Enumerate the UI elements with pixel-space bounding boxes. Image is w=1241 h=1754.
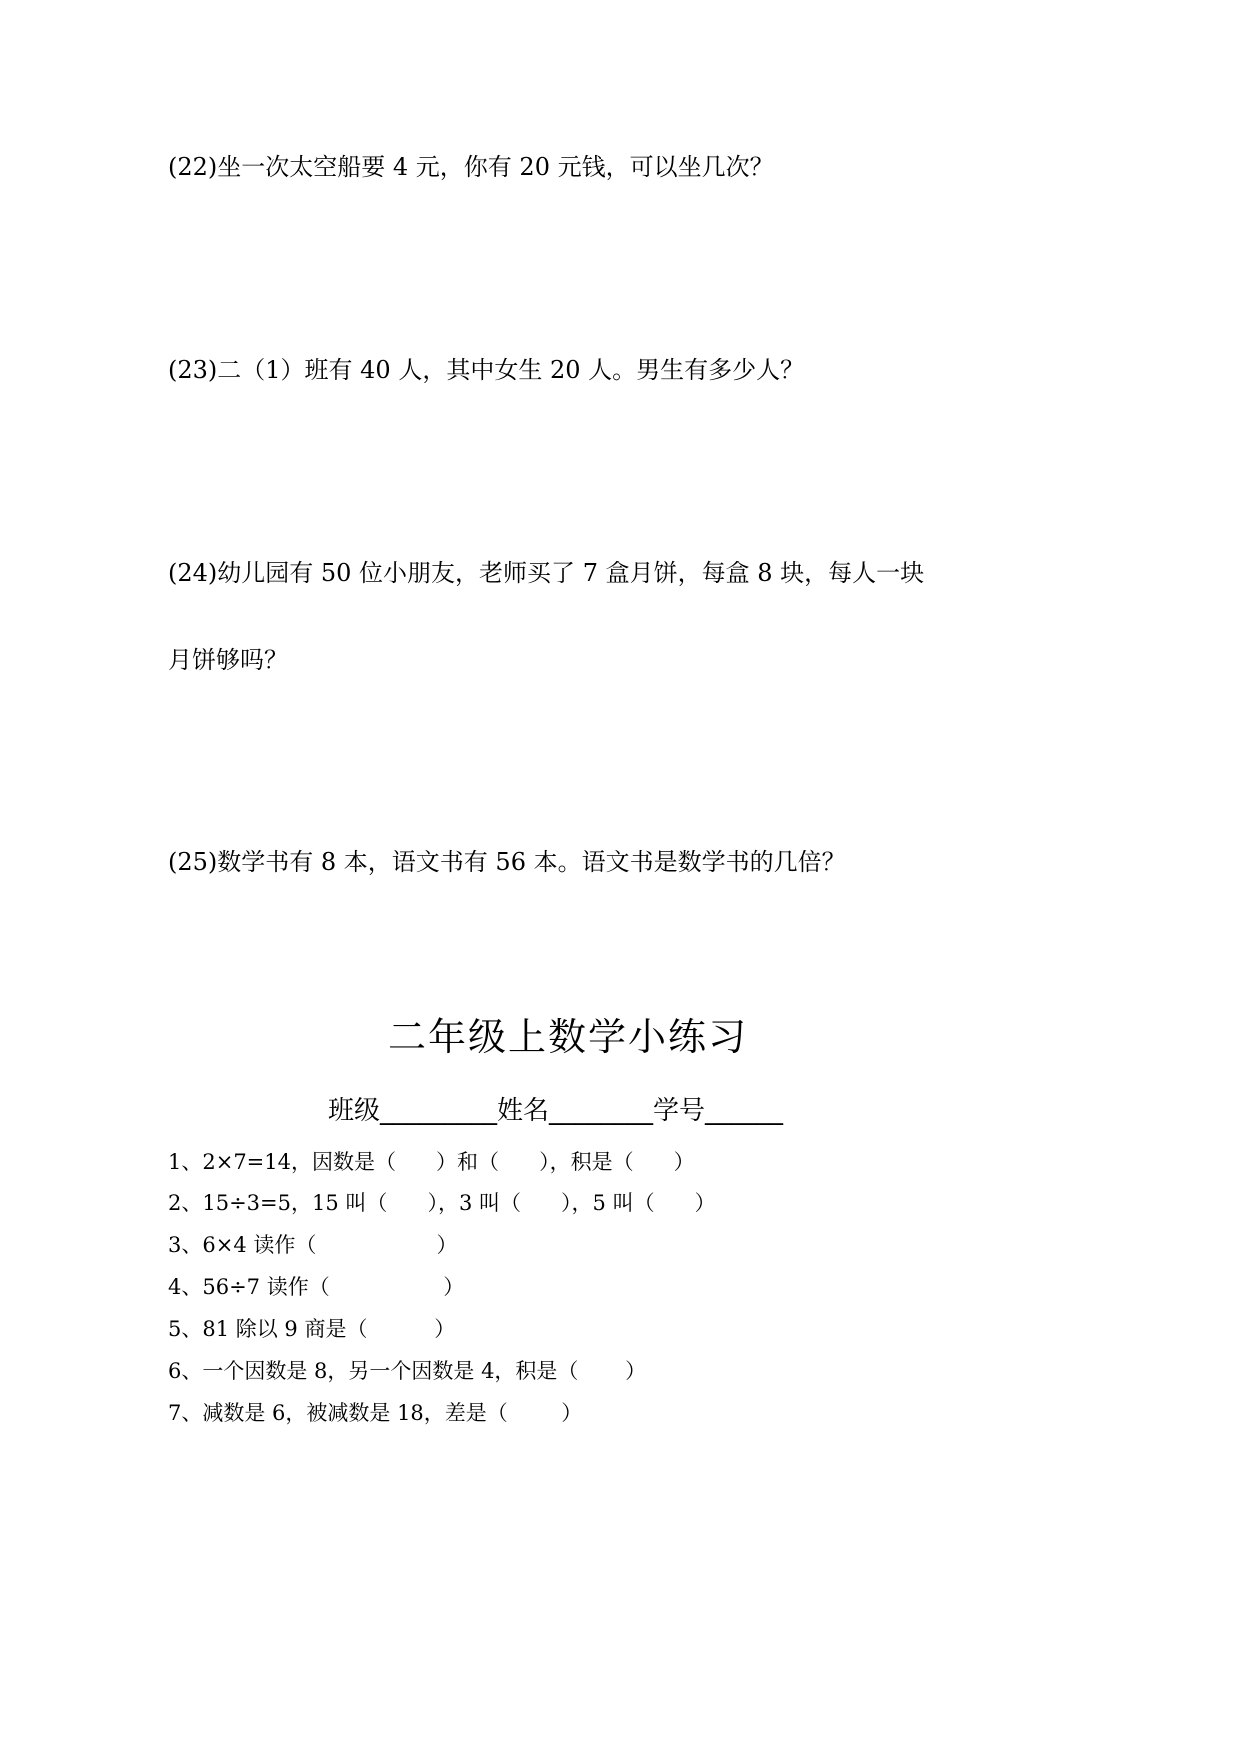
item-7: 7、减数是 6，被减数是 18，差是（ ） <box>168 1401 583 1425</box>
item-2: 2、15÷3=5，15 叫（ ），3 叫（ ），5 叫（ ） <box>168 1191 716 1215</box>
item-1: 1、2×7=14，因数是（ ）和（ ），积是（ ） <box>168 1150 695 1174</box>
worksheet-title: 二年级上数学小练习 <box>388 1015 749 1059</box>
problem-23: (23)二（1）班有 40 人，其中女生 20 人。男生有多少人？ <box>168 356 805 384</box>
item-3: 3、6×4 读作（ ） <box>168 1233 458 1257</box>
problem-22: (22)坐一次太空船要 4 元，你有 20 元钱，可以坐几次？ <box>168 153 774 181</box>
item-6: 6、一个因数是 8，另一个因数是 4，积是（ ） <box>168 1359 647 1383</box>
problem-25: (25)数学书有 8 本，语文书有 56 本。语文书是数学书的几倍？ <box>168 848 846 876</box>
problem-24-line-2: 月饼够吗？ <box>168 646 288 674</box>
item-5: 5、81 除以 9 商是（ ） <box>168 1317 456 1341</box>
item-4: 4、56÷7 读作（ ） <box>168 1275 465 1299</box>
student-info-line: 班级_________姓名________学号______ <box>328 1096 784 1126</box>
problem-24-line-1: (24)幼儿园有 50 位小朋友，老师买了 7 盒月饼，每盒 8 块，每人一块 <box>168 559 925 587</box>
